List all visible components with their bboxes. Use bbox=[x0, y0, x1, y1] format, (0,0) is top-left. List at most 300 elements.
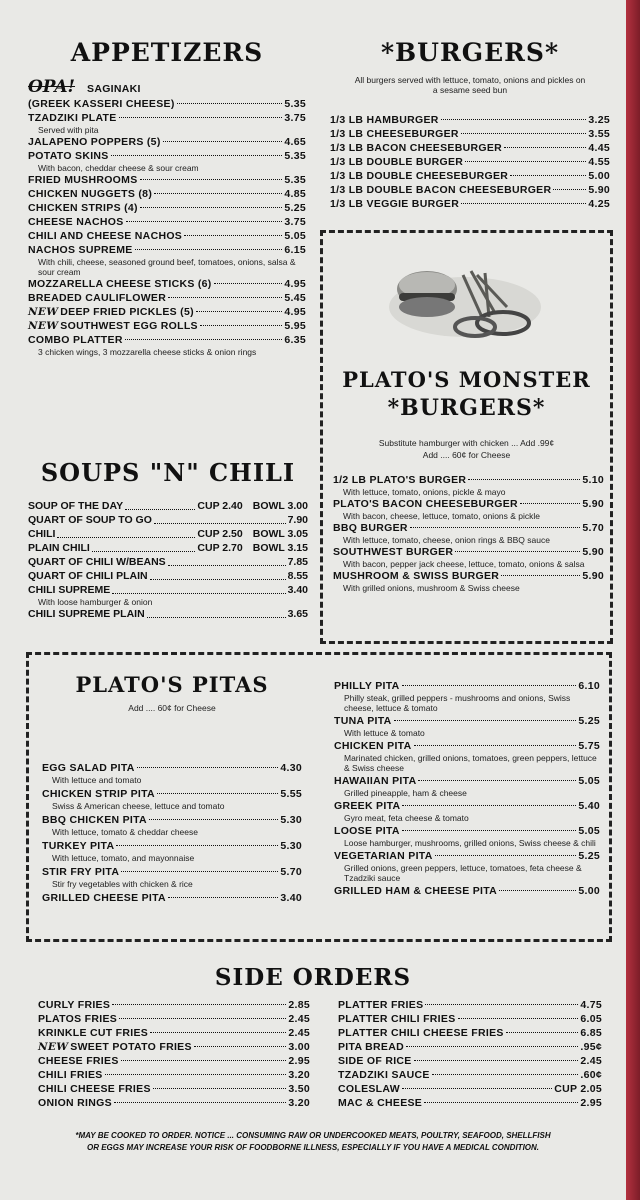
menu-item-row bbox=[334, 799, 600, 813]
menu-item-row bbox=[338, 1040, 602, 1054]
dot-leader bbox=[92, 538, 196, 552]
menu-item-name: JALAPENO POPPERS (5) bbox=[28, 136, 161, 148]
menu-item-name: LOOSE PITA bbox=[334, 825, 400, 837]
menu-item-price: 6.85 bbox=[580, 1027, 602, 1039]
menu-item-row bbox=[330, 141, 610, 155]
bowl-price: BOWL 3.05 bbox=[252, 528, 308, 540]
menu-item-row bbox=[28, 583, 308, 597]
menu-item-name: TUNA PITA bbox=[334, 715, 392, 727]
menu-item-name: CHICKEN STRIPS (4) bbox=[28, 202, 138, 214]
menu-item-row bbox=[333, 473, 604, 487]
menu-item-name: TURKEY PITA bbox=[42, 840, 115, 852]
menu-item-row bbox=[38, 1096, 310, 1110]
menu-item-name: 1/3 LB BACON CHEESEBURGER bbox=[330, 142, 503, 154]
menu-item-row bbox=[42, 839, 302, 853]
dot-leader bbox=[119, 1018, 286, 1019]
menu-item-name: FRIED MUSHROOMS bbox=[28, 174, 138, 186]
menu-item-name: EGG SALAD PITA bbox=[42, 762, 135, 774]
new-badge: NEW bbox=[28, 320, 59, 332]
menu-item-price: 4.45 bbox=[588, 142, 610, 154]
appetizers-section bbox=[28, 38, 306, 357]
menu-item-name: CHICKEN NUGGETS (8) bbox=[28, 188, 153, 200]
menu-item-name: QUART OF SOUP TO GO bbox=[28, 514, 152, 526]
menu-item-price: 5.35 bbox=[284, 98, 306, 110]
menu-item-row bbox=[338, 1068, 602, 1082]
dot-leader bbox=[116, 845, 278, 846]
monster-title-line1: PLATO'S MONSTER bbox=[342, 367, 591, 392]
menu-item-description: With lettuce and tomato bbox=[52, 775, 142, 785]
monster-title-line2: *BURGERS* bbox=[387, 395, 546, 421]
menu-item-description: With loose hamburger & onion bbox=[38, 597, 153, 607]
appetizers-list bbox=[28, 97, 306, 357]
menu-item-name: TZADZIKI SAUCE bbox=[338, 1069, 430, 1081]
menu-item-name: 1/3 LB DOUBLE BURGER bbox=[330, 156, 464, 168]
burgers-note: All burgers served with lettuce, tomato, onions and pickles on a sesame seed bun bbox=[354, 75, 586, 95]
menu-item-price: 6.10 bbox=[578, 680, 600, 692]
menu-item-price: 5.45 bbox=[284, 292, 306, 304]
menu-item-price: 5.05 bbox=[578, 775, 600, 787]
menu-item-row bbox=[28, 135, 306, 149]
menu-item-row bbox=[38, 1068, 310, 1082]
dot-leader bbox=[153, 1088, 287, 1089]
menu-item-price: 5.90 bbox=[582, 498, 604, 510]
dot-leader bbox=[200, 325, 283, 326]
dot-leader bbox=[105, 1074, 287, 1075]
menu-item-price: 5.55 bbox=[280, 788, 302, 800]
tablecloth-edge bbox=[626, 0, 640, 1200]
menu-item-name: BBQ CHICKEN PITA bbox=[42, 814, 147, 826]
dot-leader bbox=[465, 161, 586, 162]
menu-item-row bbox=[42, 787, 302, 801]
dot-leader bbox=[468, 479, 580, 480]
menu-item-row bbox=[334, 739, 600, 753]
menu-item-row bbox=[334, 774, 600, 788]
dot-leader bbox=[112, 580, 285, 594]
pitas-left-column bbox=[42, 672, 302, 905]
menu-item-name: SAGINAKI bbox=[87, 83, 141, 95]
dot-leader bbox=[461, 133, 587, 134]
dot-leader bbox=[149, 819, 278, 820]
dot-leader bbox=[441, 119, 587, 120]
menu-item-description: With lettuce, tomato, and mayonnaise bbox=[52, 853, 195, 863]
new-badge: NEW bbox=[38, 1041, 69, 1053]
pitas-right-list bbox=[334, 679, 600, 898]
dot-leader bbox=[214, 283, 283, 284]
soups-section bbox=[28, 458, 308, 621]
menu-item-name: CHICKEN PITA bbox=[334, 740, 412, 752]
menu-item-price: 5.30 bbox=[280, 840, 302, 852]
menu-item-description: With lettuce & tomato bbox=[344, 728, 425, 738]
menu-item-name: COLESLAW bbox=[338, 1083, 400, 1095]
menu-item-name: HAWAIIAN PITA bbox=[334, 775, 417, 787]
menu-item-price: 3.00 bbox=[288, 1041, 310, 1053]
dot-leader bbox=[461, 203, 586, 204]
menu-item-price: 5.95 bbox=[284, 320, 306, 332]
menu-item-row bbox=[330, 169, 610, 183]
disclaimer bbox=[20, 1130, 606, 1154]
dot-leader bbox=[121, 871, 278, 872]
menu-item-price: 7.90 bbox=[287, 514, 308, 526]
menu-item-row bbox=[334, 849, 600, 863]
menu-item-name: PLATTER CHILI CHEESE FRIES bbox=[338, 1027, 504, 1039]
menu-item-row bbox=[333, 569, 604, 583]
menu-item-description: Grilled onions, green peppers, lettuce, tomatoes, feta cheese & Tzadziki sauce bbox=[344, 863, 582, 883]
menu-item-name: CHILI SUPREME PLAIN bbox=[28, 608, 145, 620]
menu-item-row bbox=[28, 201, 306, 215]
menu-item-name: BREADED CAULIFLOWER bbox=[28, 292, 167, 304]
dot-leader bbox=[111, 155, 283, 156]
menu-item-row bbox=[28, 319, 306, 333]
menu-item-row bbox=[38, 1026, 310, 1040]
dot-leader bbox=[168, 552, 286, 566]
dot-leader bbox=[394, 720, 577, 721]
menu-item-name: MUSHROOM & SWISS BURGER bbox=[333, 570, 500, 582]
dot-leader bbox=[418, 780, 576, 781]
menu-item-name: 1/3 LB DOUBLE CHEESEBURGER bbox=[330, 170, 509, 182]
menu-item-row bbox=[42, 865, 302, 879]
burgers-title: *BURGERS* bbox=[380, 38, 560, 67]
menu-item-name: CHILI FRIES bbox=[38, 1069, 103, 1081]
dot-leader bbox=[504, 147, 586, 148]
menu-item-description: Grilled pineapple, ham & cheese bbox=[344, 788, 467, 798]
soups-list bbox=[28, 499, 308, 621]
menu-item-name: NACHOS SUPREME bbox=[28, 244, 133, 256]
dot-leader bbox=[184, 235, 282, 236]
menu-item-row bbox=[333, 521, 604, 535]
menu-item-price: 2.95 bbox=[580, 1097, 602, 1109]
menu-item-name: 1/3 LB CHEESEBURGER bbox=[330, 128, 459, 140]
menu-item-name: SOUP OF THE DAY bbox=[28, 500, 124, 512]
menu-item-price: 5.25 bbox=[578, 715, 600, 727]
menu-item-row bbox=[334, 714, 600, 728]
menu-item-name: 1/2 LB PLATO'S BURGER bbox=[333, 474, 467, 486]
menu-item-row bbox=[334, 679, 600, 693]
menu-item-name: SIDE OF RICE bbox=[338, 1055, 412, 1067]
menu-item-price: .60¢ bbox=[580, 1069, 602, 1081]
menu-item-description: Swiss & American cheese, lettuce and tomato bbox=[52, 801, 225, 811]
menu-item-name: POTATO SKINS bbox=[28, 150, 109, 162]
menu-item-row bbox=[28, 333, 306, 347]
menu-item-row bbox=[38, 1040, 310, 1054]
side-orders-title: SIDE ORDERS bbox=[214, 964, 412, 991]
dot-leader bbox=[414, 745, 577, 746]
menu-item-price: 4.55 bbox=[588, 156, 610, 168]
cup-price: CUP 2.40 bbox=[197, 500, 243, 512]
burgers-section bbox=[330, 38, 610, 211]
menu-item-row bbox=[28, 229, 306, 243]
menu-item-name: KRINKLE CUT FRIES bbox=[38, 1027, 149, 1039]
menu-item-description: With bacon, cheddar cheese & sour cream bbox=[38, 163, 199, 173]
menu-item-name: ONION RINGS bbox=[38, 1097, 112, 1109]
menu-item-price: 5.70 bbox=[582, 522, 604, 534]
menu-item-price: 2.45 bbox=[288, 1013, 310, 1025]
menu-item-description: With grilled onions, mushroom & Swiss cheese bbox=[343, 583, 520, 593]
menu-item-row bbox=[28, 97, 306, 111]
pitas-note: Add .... 60¢ for Cheese bbox=[128, 703, 216, 713]
burgers-list bbox=[330, 113, 610, 211]
menu-item-price: 5.25 bbox=[284, 202, 306, 214]
menu-item-description: With chili, cheese, seasoned ground beef, tomatoes, onions, salsa & sour cream bbox=[38, 257, 296, 277]
menu-item-name: PLAIN CHILI bbox=[28, 542, 90, 554]
menu-item-description: Stir fry vegetables with chicken & rice bbox=[52, 879, 193, 889]
menu-item-description: Loose hamburger, mushrooms, grilled onions, Swiss cheese & chili bbox=[344, 838, 596, 848]
menu-item-row bbox=[38, 1012, 310, 1026]
menu-item-price: 5.70 bbox=[280, 866, 302, 878]
menu-item-row bbox=[28, 149, 306, 163]
cup-price: CUP 2.70 bbox=[197, 542, 243, 554]
menu-item-description: Philly steak, grilled peppers - mushrooms and onions, Swiss cheese, lettuce & tomato bbox=[344, 693, 571, 713]
menu-item-price: 3.75 bbox=[284, 112, 306, 124]
menu-item-row bbox=[330, 127, 610, 141]
menu-item-name: BBQ BURGER bbox=[333, 522, 408, 534]
dot-leader bbox=[414, 1060, 579, 1061]
dot-leader bbox=[410, 527, 581, 528]
dot-leader bbox=[168, 897, 278, 898]
menu-item-price: 2.45 bbox=[580, 1055, 602, 1067]
dot-leader bbox=[406, 1046, 578, 1047]
dot-leader bbox=[553, 189, 586, 190]
menu-item-row bbox=[28, 243, 306, 257]
dot-leader bbox=[424, 1102, 578, 1103]
menu-item-price: 5.40 bbox=[578, 800, 600, 812]
monster-burgers-list bbox=[333, 473, 604, 593]
dot-leader bbox=[194, 1046, 287, 1047]
dot-leader bbox=[435, 855, 577, 856]
menu-item-name: PLATOS FRIES bbox=[38, 1013, 118, 1025]
menu-item-row bbox=[338, 1026, 602, 1040]
menu-item-name: QUART OF CHILI PLAIN bbox=[28, 570, 148, 582]
menu-item-row bbox=[38, 998, 310, 1012]
menu-item-name: SOUTHWEST EGG ROLLS bbox=[60, 320, 198, 332]
menu-item-name: MAC & CHEESE bbox=[338, 1097, 423, 1109]
dot-leader bbox=[135, 249, 283, 250]
menu-item-row bbox=[28, 291, 306, 305]
dot-leader bbox=[140, 179, 283, 180]
menu-item-name: CHILI CHEESE FRIES bbox=[38, 1083, 151, 1095]
menu-item-price: 3.40 bbox=[280, 892, 302, 904]
dot-leader bbox=[147, 604, 286, 618]
menu-item-price: 2.95 bbox=[288, 1055, 310, 1067]
menu-item-price: 3.40 bbox=[287, 584, 308, 596]
menu-item-row bbox=[338, 1096, 602, 1110]
menu-item-description: Marinated chicken, grilled onions, tomatoes, green peppers, lettuce & Swiss cheese bbox=[344, 753, 597, 773]
dot-leader bbox=[402, 1088, 552, 1089]
menu-item-price: 4.30 bbox=[280, 762, 302, 774]
menu-item-name: 1/3 LB DOUBLE BACON CHEESEBURGER bbox=[330, 184, 552, 196]
menu-item-row bbox=[28, 277, 306, 291]
menu-item-price: 5.05 bbox=[578, 825, 600, 837]
menu-item-name: SOUTHWEST BURGER bbox=[333, 546, 454, 558]
monster-note-chicken: Substitute hamburger with chicken ... Add .99¢ bbox=[378, 438, 555, 448]
dot-leader bbox=[154, 510, 286, 524]
dot-leader bbox=[520, 503, 580, 504]
menu-item-name: COMBO PLATTER bbox=[28, 334, 123, 346]
menu-item-description: With lettuce, tomato & cheddar cheese bbox=[52, 827, 198, 837]
menu-item-name: STIR FRY PITA bbox=[42, 866, 120, 878]
menu-item-price: 6.35 bbox=[284, 334, 306, 346]
dot-leader bbox=[501, 575, 580, 576]
menu-item-description: With lettuce, tomato, cheese, onion rings & BBQ sauce bbox=[343, 535, 550, 545]
menu-item-name: CHICKEN STRIP PITA bbox=[42, 788, 155, 800]
dot-leader bbox=[140, 207, 283, 208]
menu-item-row bbox=[338, 998, 602, 1012]
menu-item-name: QUART OF CHILI W/BEANS bbox=[28, 556, 166, 568]
dot-leader bbox=[432, 1074, 579, 1075]
disclaimer-line2: OR EGGS MAY INCREASE YOUR RISK OF FOODBORNE ILLNESS, ESPECIALLY IF YOU HAVE A MEDICAL CONDITION. bbox=[86, 1143, 540, 1152]
menu-item-price: 6.05 bbox=[580, 1013, 602, 1025]
menu-item-description: Gyro meat, feta cheese & tomato bbox=[344, 813, 469, 823]
menu-item-name: CHILI AND CHEESE NACHOS bbox=[28, 230, 183, 242]
menu-item-price: 5.75 bbox=[578, 740, 600, 752]
menu-item-row bbox=[38, 1082, 310, 1096]
menu-item-row bbox=[28, 187, 306, 201]
menu-item-name: 1/3 LB VEGGIE BURGER bbox=[330, 198, 460, 210]
menu-item-price: CUP 2.05 bbox=[554, 1083, 602, 1095]
menu-item-price: 5.00 bbox=[588, 170, 610, 182]
dot-leader bbox=[163, 141, 283, 142]
menu-item-name: PLATTER CHILI FRIES bbox=[338, 1013, 456, 1025]
menu-item-row bbox=[333, 497, 604, 511]
menu-item-name: PHILLY PITA bbox=[334, 680, 400, 692]
pitas-title: PLATO'S PITAS bbox=[75, 672, 269, 697]
dot-leader bbox=[126, 221, 283, 222]
menu-item-name: CHILI bbox=[28, 528, 56, 540]
menu-item-name: CURLY FRIES bbox=[38, 999, 111, 1011]
menu-item-name: TZADZIKI PLATE bbox=[28, 112, 117, 124]
menu-item-row bbox=[338, 1012, 602, 1026]
menu-item-price: 2.85 bbox=[288, 999, 310, 1011]
menu-item-row bbox=[338, 1054, 602, 1068]
dot-leader bbox=[150, 566, 286, 580]
menu-item-price: 3.75 bbox=[284, 216, 306, 228]
dot-leader bbox=[57, 524, 195, 538]
menu-item-name: CHEESE FRIES bbox=[38, 1055, 119, 1067]
appetizers-title: APPETIZERS bbox=[70, 38, 264, 67]
bowl-price: BOWL 3.00 bbox=[252, 500, 308, 512]
menu-item-price: 6.15 bbox=[284, 244, 306, 256]
menu-item-price: 5.00 bbox=[578, 885, 600, 897]
dot-leader bbox=[402, 805, 576, 806]
menu-item-price: 5.25 bbox=[578, 850, 600, 862]
menu-item-price: 5.05 bbox=[284, 230, 306, 242]
pitas-right-column bbox=[334, 678, 600, 898]
menu-item-price: 7.85 bbox=[287, 556, 308, 568]
menu-item-row bbox=[338, 1082, 602, 1096]
menu-item-price: 3.50 bbox=[288, 1083, 310, 1095]
menu-item-name: VEGETARIAN PITA bbox=[334, 850, 433, 862]
dot-leader bbox=[114, 1102, 286, 1103]
menu-item-row bbox=[330, 155, 610, 169]
menu-item-price: 5.35 bbox=[284, 174, 306, 186]
menu-item-name: PITA BREAD bbox=[338, 1041, 404, 1053]
menu-item-description: With bacon, pepper jack cheese, lettuce, tomato, onions & salsa bbox=[343, 559, 585, 569]
menu-item-price: 5.35 bbox=[284, 150, 306, 162]
dot-leader bbox=[196, 311, 282, 312]
dot-leader bbox=[125, 496, 195, 510]
menu-item-price: 5.10 bbox=[582, 474, 604, 486]
menu-item-row bbox=[330, 183, 610, 197]
menu-item-row bbox=[38, 1054, 310, 1068]
dot-leader bbox=[168, 297, 282, 298]
menu-item-name: (GREEK KASSERI CHEESE) bbox=[28, 98, 175, 110]
cup-price: CUP 2.50 bbox=[197, 528, 243, 540]
menu-item-name: PLATTER FRIES bbox=[338, 999, 424, 1011]
menu-item-price: 3.20 bbox=[288, 1069, 310, 1081]
menu-item-name: CHILI SUPREME bbox=[28, 584, 111, 596]
menu-item-description: With lettuce, tomato, onions, pickle & mayo bbox=[343, 487, 506, 497]
menu-item-price: 3.25 bbox=[588, 114, 610, 126]
menu-item-price: 5.30 bbox=[280, 814, 302, 826]
dot-leader bbox=[458, 1018, 579, 1019]
dot-leader bbox=[402, 685, 577, 686]
menu-item-row bbox=[330, 197, 610, 211]
dot-leader bbox=[157, 793, 278, 794]
menu-item-description: Served with pita bbox=[38, 125, 99, 135]
menu-item-row bbox=[334, 824, 600, 838]
menu-item-price: 3.65 bbox=[287, 608, 308, 620]
menu-item-row bbox=[28, 111, 306, 125]
menu-item-price: .95¢ bbox=[580, 1041, 602, 1053]
dot-leader bbox=[455, 551, 580, 552]
menu-item-name: PLATO'S BACON CHEESEBURGER bbox=[333, 498, 518, 510]
menu-item-name: DEEP FRIED PICKLES (5) bbox=[60, 306, 194, 318]
menu-item-name: GRILLED HAM & CHEESE PITA bbox=[334, 885, 498, 897]
menu-item-price: 3.20 bbox=[288, 1097, 310, 1109]
menu-item-row bbox=[28, 215, 306, 229]
dot-leader bbox=[499, 890, 576, 891]
dot-leader bbox=[125, 339, 283, 340]
menu-item-row bbox=[334, 884, 600, 898]
menu-item-name: GREEK PITA bbox=[334, 800, 401, 812]
soups-title: SOUPS "N" CHILI bbox=[40, 458, 296, 487]
menu-item-row bbox=[333, 545, 604, 559]
dot-leader bbox=[425, 1004, 578, 1005]
menu-item-row bbox=[28, 305, 306, 319]
dot-leader bbox=[402, 830, 577, 831]
menu-item-price: 4.75 bbox=[580, 999, 602, 1011]
menu-item-row bbox=[42, 891, 302, 905]
dot-leader bbox=[510, 175, 586, 176]
menu-item-price: 4.25 bbox=[588, 198, 610, 210]
menu-item-price: 8.55 bbox=[287, 570, 308, 582]
new-badge: NEW bbox=[28, 306, 59, 318]
menu-item-row bbox=[28, 173, 306, 187]
bowl-price: BOWL 3.15 bbox=[252, 542, 308, 554]
dot-leader bbox=[154, 193, 282, 194]
dot-leader bbox=[177, 103, 283, 104]
side-orders-right-list bbox=[338, 998, 602, 1110]
opa-logo: OPA! bbox=[28, 77, 76, 97]
menu-item-price: 4.95 bbox=[284, 278, 306, 290]
menu-item-row bbox=[42, 813, 302, 827]
monster-burgers-box bbox=[320, 230, 613, 644]
menu-item-price: 4.65 bbox=[284, 136, 306, 148]
menu-item-price: 2.45 bbox=[288, 1027, 310, 1039]
dot-leader bbox=[506, 1032, 579, 1033]
menu-item-row bbox=[42, 761, 302, 775]
menu-item-description: 3 chicken wings, 3 mozzarella cheese sticks & onion rings bbox=[38, 347, 257, 357]
menu-item-name: CHEESE NACHOS bbox=[28, 216, 124, 228]
menu-item-description: With bacon, cheese, lettuce, tomato, onions & pickle bbox=[343, 511, 541, 521]
pitas-left-list bbox=[42, 761, 302, 905]
menu-item-name: 1/3 LB HAMBURGER bbox=[330, 114, 439, 126]
side-orders-left-list bbox=[38, 998, 310, 1110]
dot-leader bbox=[137, 767, 279, 768]
disclaimer-line1: *MAY BE COOKED TO ORDER. NOTICE ... CONSUMING RAW OR UNDERCOOKED MEATS, POULTRY, SEAFOOD, SHELLFISH bbox=[75, 1131, 551, 1140]
menu-item-price: 5.90 bbox=[582, 570, 604, 582]
burger-photo bbox=[385, 245, 545, 345]
menu-item-price: 4.85 bbox=[284, 188, 306, 200]
